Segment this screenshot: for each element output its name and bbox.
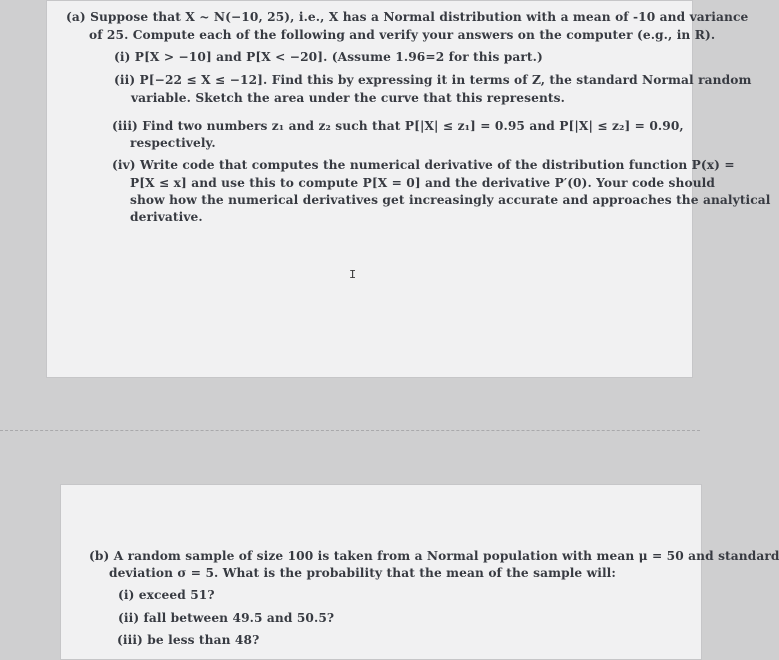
part-b-heading-line2: deviation σ = 5. What is the probability that the mean of the sample will: xyxy=(109,566,617,580)
part-a-item-iv-line3: show how the numerical derivatives get increasingly accurate and approaches the analytical xyxy=(130,193,771,207)
part-a-heading-line1: (a) Suppose that X ~ N(−10, 25), i.e., X has a Normal distribution with a mean of -10 and variance xyxy=(66,10,749,24)
part-a-item-i: (i) P[X > −10] and P[X < −20]. (Assume 1.96=2 for this part.) xyxy=(114,50,543,64)
part-a-item-iv-line4: derivative. xyxy=(130,210,203,224)
part-a-item-iii-line1: (iii) Find two numbers z₁ and z₂ such that P[|X| ≤ z₁] = 0.95 and P[|X| ≤ z₂] = 0.90, xyxy=(112,119,684,133)
part-a-item-ii-line2: variable. Sketch the area under the curve that this represents. xyxy=(131,91,565,105)
part-b-item-iii: (iii) be less than 48? xyxy=(117,633,260,647)
page-divider xyxy=(0,430,700,431)
part-a-item-iv-line2: P[X ≤ x] and use this to compute P[X = 0] and the derivative P′(0). Your code should xyxy=(130,176,716,190)
text-cursor-icon: I xyxy=(349,268,357,282)
part-b-heading-line1: (b) A random sample of size 100 is taken from a Normal population with mean μ = 50 and standard xyxy=(89,549,779,563)
part-a-item-iii-line2: respectively. xyxy=(130,136,216,150)
part-b-item-ii: (ii) fall between 49.5 and 50.5? xyxy=(118,611,335,625)
part-a-item-iv-line1: (iv) Write code that computes the numerical derivative of the distribution function P(x) = xyxy=(112,158,735,172)
part-b-item-i: (i) exceed 51? xyxy=(118,588,215,602)
part-a-item-ii-line1: (ii) P[−22 ≤ X ≤ −12]. Find this by expressing it in terms of Z, the standard Normal random xyxy=(114,73,752,87)
part-a-heading-line2: of 25. Compute each of the following and verify your answers on the computer (e.g., in R). xyxy=(89,28,716,42)
